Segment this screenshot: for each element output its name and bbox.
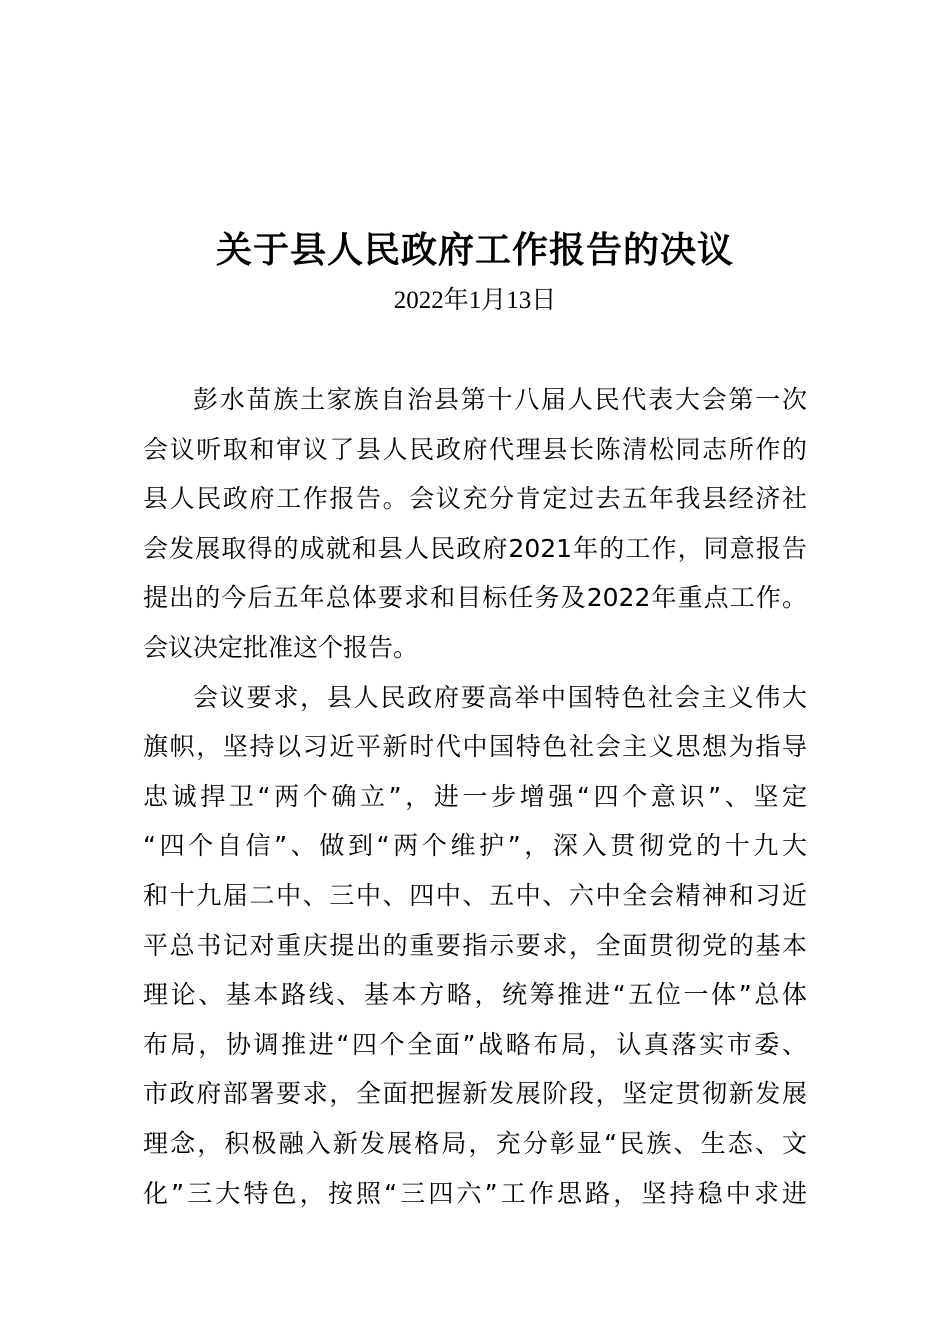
document-title: 关于县人民政府工作报告的决议 [215,230,734,271]
text-line: 会议决定批准这个报告。 [143,632,419,662]
paragraph-2 [143,673,807,1219]
text-line: 和十九届二中、三中、四中、五中、六中全会精神和习近 [143,880,807,910]
text-line: 布局，协调推进“四个全面”战略布局，认真落实市委、 [143,1029,807,1059]
text-line: 平总书记对重庆提出的重要指示要求，全面贯彻党的基本 [143,930,807,960]
document-body [143,375,807,1218]
document-date: 2022年1月13日 [393,287,557,314]
text-line: 忠诚捍卫“两个确立”，进一步增强“四个意识”、坚定 [143,781,807,811]
text-line: 彭水苗族土家族自治县第十八届人民代表大会第一次 [193,385,807,414]
text-line: 提出的今后五年总体要求和目标任务及2022年重点工作。 [143,583,807,613]
text-line: 会发展取得的成就和县人民政府2021年的工作，同意报告 [143,533,807,563]
text-line: 市政府部署要求，全面把握新发展阶段，坚定贯彻新发展 [143,1079,807,1109]
text-line: “四个自信”、做到“两个维护”，深入贯彻党的十九大 [143,831,807,861]
paragraph-1 [143,375,807,673]
text-line: 会议听取和审议了县人民政府代理县长陈清松同志所作的 [143,434,807,464]
text-line: 县人民政府工作报告。会议充分肯定过去五年我县经济社 [143,484,807,514]
text-line: 旗帜，坚持以习近平新时代中国特色社会主义思想为指导 [143,732,807,762]
text-line: 理念，积极融入新发展格局，充分彰显“民族、生态、文 [143,1128,807,1158]
text-line: 化”三大特色，按照“三四六”工作思路，坚持稳中求进 [143,1178,807,1208]
text-line: 会议要求，县人民政府要高举中国特色社会主义伟大 [193,682,807,712]
text-line: 理论、基本路线、基本方略，统筹推进“五位一体”总体 [143,980,807,1010]
